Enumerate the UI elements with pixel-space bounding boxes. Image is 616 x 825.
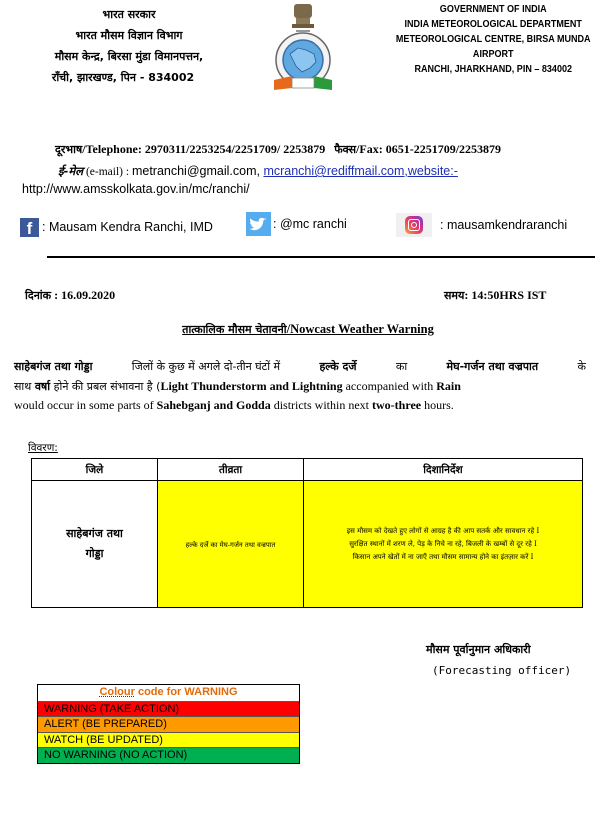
district-cell bbox=[32, 481, 158, 608]
email-line bbox=[58, 164, 458, 179]
header-english bbox=[378, 2, 608, 77]
signature-english: (Forecasting officer) bbox=[432, 664, 572, 677]
facebook-handle: : Mausam Kendra Ranchi, IMD bbox=[42, 220, 213, 234]
imd-emblem-icon bbox=[266, 2, 340, 96]
header-hindi-line: मौसम केन्द्र, बिरसा मुंडा विमानपत्तन, bbox=[54, 50, 204, 63]
page-title bbox=[0, 322, 616, 337]
duration-english: two-three bbox=[372, 398, 422, 412]
issue-time bbox=[444, 288, 546, 303]
date-value: : 16.09.2020 bbox=[51, 288, 116, 302]
title-hindi: तात्कालिक मौसम चेतावनी bbox=[182, 323, 287, 336]
email-primary: metranchi@gmail.com, bbox=[131, 164, 264, 178]
column-header-districts: जिले bbox=[32, 459, 158, 481]
legend-item-alert: ALERT (BE PREPARED) bbox=[38, 716, 299, 732]
paragraph-line bbox=[14, 377, 586, 397]
district-names-hindi: साहेबगंज तथा गोड्डा bbox=[14, 360, 93, 373]
header-hindi-line: भारत सरकार bbox=[102, 8, 156, 21]
paragraph-text: होने की प्रबल संभावना है ( bbox=[50, 379, 161, 393]
phenomenon-hindi: मेघ-गर्जन तथा वज्रपात bbox=[446, 360, 539, 373]
column-header-intensity: तीव्रता bbox=[158, 459, 304, 481]
twitter-handle: : @mc ranchi bbox=[273, 217, 347, 231]
email-secondary-link[interactable]: mcranchi@rediffmail.com,website:- bbox=[263, 164, 458, 178]
issue-date bbox=[25, 288, 115, 303]
details-label: विवरण: bbox=[28, 442, 58, 454]
signature-hindi: मौसम पूर्वानुमान अधिकारी bbox=[426, 643, 531, 656]
social-instagram bbox=[396, 212, 567, 238]
paragraph-text: hours. bbox=[421, 398, 454, 412]
fax-label-hindi: फैक्स bbox=[334, 143, 357, 156]
table-header-row bbox=[32, 459, 583, 481]
time-label-hindi: समय bbox=[444, 289, 465, 302]
paragraph-line bbox=[14, 357, 586, 377]
header-hindi bbox=[0, 4, 258, 88]
phenomenon-english: Light Thunderstorm and Lightning bbox=[160, 378, 343, 393]
instagram-handle: : mausamkendraranchi bbox=[440, 218, 568, 232]
paragraph-line bbox=[14, 396, 586, 416]
date-label-hindi: दिनांक bbox=[25, 289, 52, 302]
legend-item-watch: WATCH (BE UPDATED) bbox=[38, 732, 299, 748]
header-divider bbox=[47, 256, 595, 258]
header-english-line: INDIA METEOROLOGICAL DEPARTMENT bbox=[404, 18, 582, 30]
rain-hindi: वर्षा bbox=[34, 379, 51, 393]
telephone-fax-line bbox=[55, 142, 501, 157]
district-name-line: गोड्डा bbox=[85, 547, 104, 560]
time-value: : 14:50HRS IST bbox=[464, 288, 547, 302]
telephone-numbers: /Telephone: 2970311/2253254/2251709/ 2253879 bbox=[82, 142, 326, 156]
district-names-english: Sahebganj and Godda bbox=[156, 398, 271, 412]
warning-colour-legend bbox=[37, 684, 300, 764]
guidance-cell bbox=[304, 481, 583, 608]
header-hindi-line: भारत मौसम विज्ञान विभाग bbox=[75, 29, 183, 42]
header-english-line: RANCHI, JHARKHAND, PIN – 834002 bbox=[414, 63, 573, 75]
title-english: /Nowcast Weather Warning bbox=[286, 322, 434, 336]
paragraph-text: would occur in some parts of bbox=[14, 398, 157, 412]
social-twitter bbox=[246, 211, 347, 237]
instagram-icon bbox=[396, 213, 432, 237]
guidance-line: इस मौसम को देखते हुए लोगों से आग्रह है की आप सतर्क और सावधान रहे I bbox=[346, 526, 540, 535]
paragraph-text: districts within next bbox=[270, 398, 373, 412]
social-facebook bbox=[20, 214, 213, 240]
legend-title-part: code for WARNING bbox=[134, 686, 238, 698]
guidance-line: किसान अपने खेतों में ना जाएँ तथा मौसम सामान्य होने का इंतज़ार करें I bbox=[352, 552, 534, 561]
header-english-line: GOVERNMENT OF INDIA bbox=[439, 3, 547, 15]
column-header-guidance: दिशानिर्देश bbox=[304, 459, 583, 481]
legend-title-part: Colour bbox=[99, 686, 135, 698]
telephone-label-hindi: दूरभाष bbox=[55, 143, 83, 156]
header-english-line: METEOROLOGICAL CENTRE, BIRSA MUNDA AIRPORT bbox=[395, 33, 591, 60]
rain-english: Rain bbox=[436, 378, 461, 393]
paragraph-text: का bbox=[395, 360, 408, 373]
paragraph-text: जिलों के कुछ में अगले दो-तीन घंटों में bbox=[131, 360, 281, 373]
details-table bbox=[31, 458, 583, 608]
intensity-cell: हल्के दर्जे का मेघ-गर्जन तथा वज्रपात bbox=[158, 481, 304, 608]
guidance-line: सुरक्षित स्थानों में शरण ले, पेड़ के निचे ना रहे, बिजली के खम्बों से दूर रहे I bbox=[349, 539, 537, 548]
website-url: http://www.amsskolkata.gov.in/mc/ranchi/ bbox=[22, 182, 250, 196]
fax-numbers: /Fax: 0651-2251709/2253879 bbox=[356, 142, 502, 156]
table-row bbox=[32, 481, 583, 608]
paragraph-text: साथ bbox=[14, 379, 35, 393]
legend-item-warning: WARNING (TAKE ACTION) bbox=[38, 701, 299, 717]
twitter-icon bbox=[246, 212, 271, 236]
intensity-hindi: हल्के दर्जे bbox=[319, 360, 357, 373]
legend-title bbox=[38, 685, 299, 701]
paragraph-text: के bbox=[577, 360, 586, 373]
legend-item-no-warning: NO WARNING (NO ACTION) bbox=[38, 747, 299, 763]
warning-paragraph bbox=[14, 357, 586, 416]
facebook-icon: f bbox=[20, 218, 39, 237]
email-label-hindi: ई-मेल bbox=[58, 164, 84, 178]
email-label: (e-mail) : bbox=[83, 166, 132, 178]
header-hindi-line: राँची, झारखण्ड, पिन - 834002 bbox=[51, 71, 195, 84]
district-name-line: साहेबगंज तथा bbox=[66, 527, 123, 540]
paragraph-text: accompanied with bbox=[342, 378, 437, 393]
